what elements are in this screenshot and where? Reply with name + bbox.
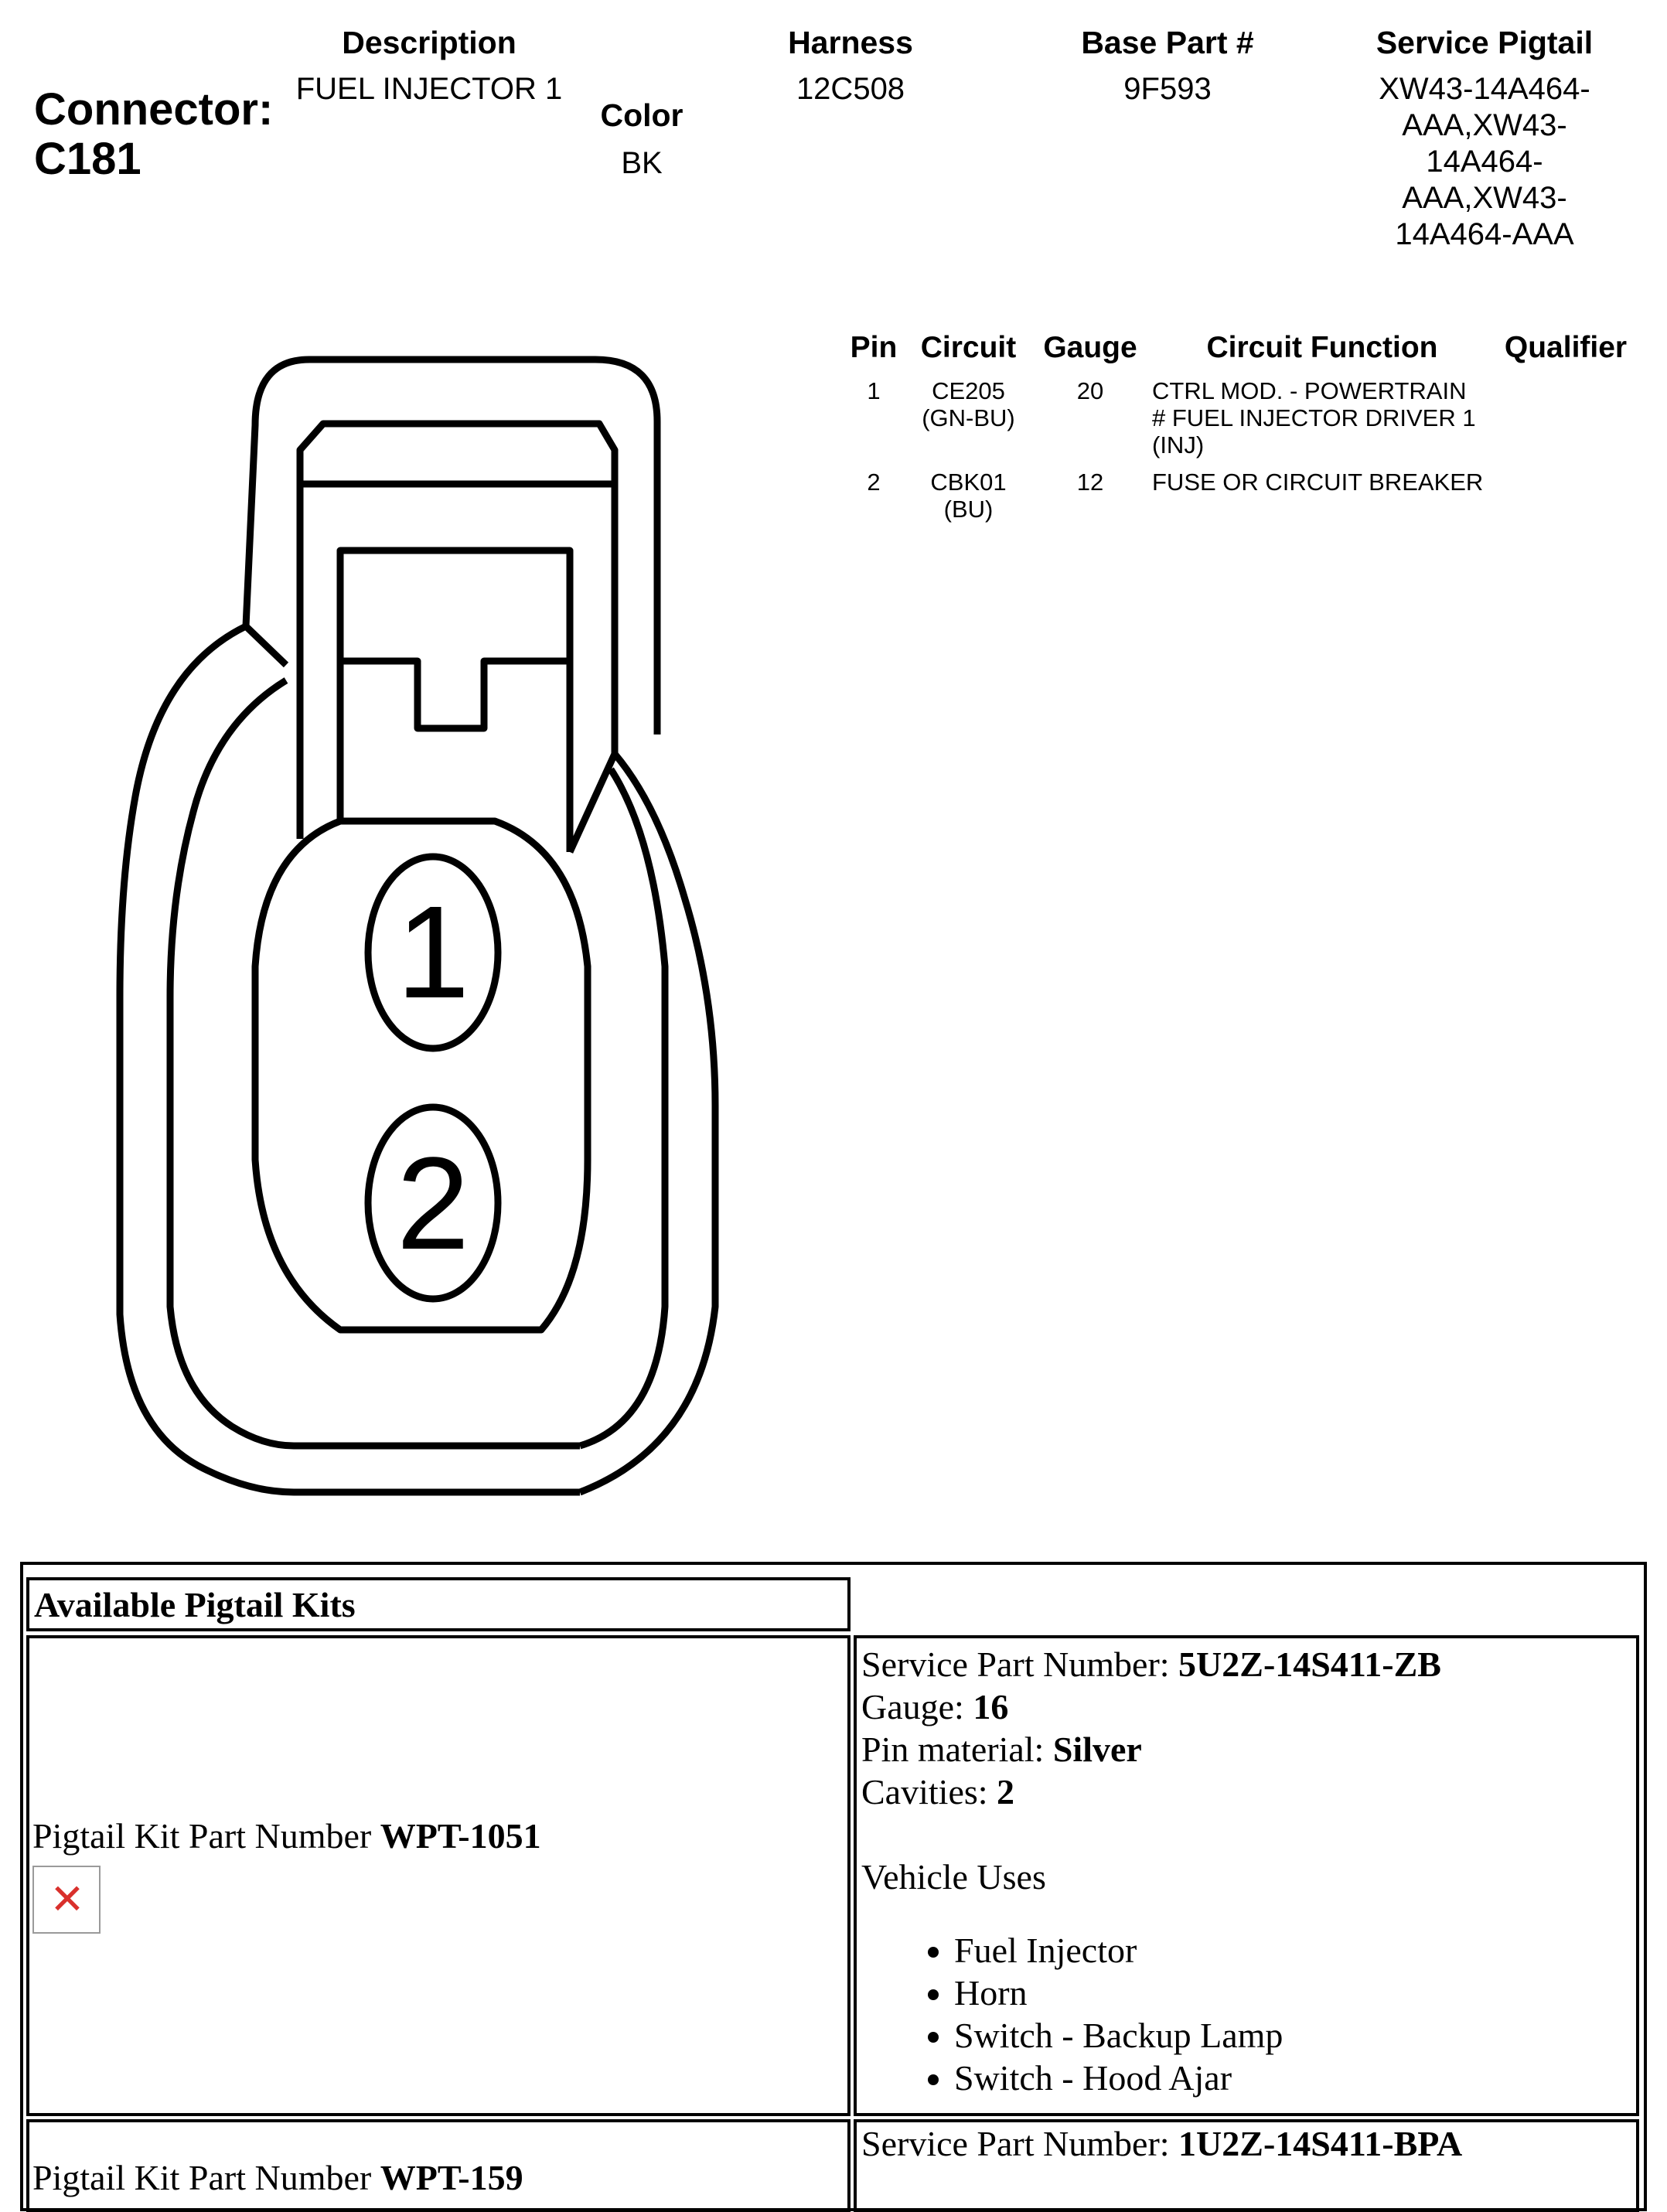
- broken-image-icon: [32, 1866, 101, 1934]
- circuit-cell: [905, 469, 1032, 523]
- circuit-function-cell: [1152, 377, 1492, 458]
- pin-material-line: Pin material: Silver: [861, 1730, 1142, 1769]
- list-item: • Horn: [954, 1972, 1631, 2014]
- base-part-value: 9F593: [1123, 72, 1212, 106]
- color-value: BK: [621, 146, 663, 180]
- harness-label: Harness: [788, 25, 913, 60]
- service-pigtail-label: Service Pigtail: [1376, 25, 1594, 60]
- circuit-cell: [905, 377, 1032, 431]
- list-item: • Switch - Backup Lamp: [954, 2014, 1631, 2057]
- function-line: FUSE OR CIRCUIT BREAKER: [1152, 469, 1484, 496]
- kit-label: Pigtail Kit Part Number: [32, 1816, 380, 1856]
- pin-header: Pin: [850, 331, 898, 364]
- function-line: # FUEL INJECTOR DRIVER 1: [1152, 404, 1476, 431]
- description-label: Description: [342, 25, 516, 60]
- circuit-header: Circuit: [920, 331, 1017, 364]
- service-pigtail-line: AAA,XW43-: [1402, 108, 1567, 142]
- function-line: (INJ): [1152, 431, 1205, 458]
- service-part-number-line: Service Part Number: 1U2Z-14S411-BPA: [861, 2124, 1463, 2163]
- latch-block: [340, 550, 570, 852]
- body-right-inner: [580, 769, 665, 1446]
- kit-label: Pigtail Kit Part Number: [32, 2158, 380, 2197]
- pin-cell: 2: [867, 469, 881, 496]
- circuit-function-cell: [1152, 469, 1492, 496]
- base-part-label: Base Part #: [1081, 25, 1254, 60]
- circuit-line: (BU): [943, 496, 994, 523]
- function-line: CTRL MOD. - POWERTRAIN: [1152, 377, 1467, 404]
- kit-1-part-number: [32, 1815, 541, 1857]
- pin-2-label: 2: [396, 1130, 470, 1277]
- pin-cell: 1: [867, 377, 881, 404]
- left-hood-join: [246, 626, 286, 665]
- kits-title-cell: [26, 1577, 851, 1631]
- circuit-line: (GN-BU): [922, 404, 1015, 431]
- list-item: • Fuel Injector: [954, 1929, 1631, 1972]
- kit-2-left-cell: [26, 2119, 851, 2212]
- kit-number: WPT-1051: [380, 1816, 541, 1856]
- gauge-header: Gauge: [1043, 331, 1137, 364]
- vehicle-uses-heading: Vehicle Uses: [861, 1857, 1046, 1897]
- kits-title: Available Pigtail Kits: [34, 1585, 356, 1624]
- service-pigtail-line: 14A464-AAA: [1395, 217, 1574, 251]
- gauge-cell: 20: [1076, 377, 1104, 404]
- kit-1-details-cell: [854, 1635, 1639, 2116]
- service-pigtail-line: AAA,XW43-: [1402, 181, 1567, 215]
- kit-2-part-number: [32, 2156, 523, 2199]
- cavities-line: Cavities: 2: [861, 1772, 1015, 1812]
- harness-value: 12C508: [796, 72, 905, 106]
- service-pigtail-line: 14A464-: [1426, 145, 1543, 179]
- description-value: FUEL INJECTOR 1: [295, 72, 563, 106]
- list-item: • Switch - Hood Ajar: [954, 2057, 1631, 2099]
- gauge-cell: 12: [1076, 469, 1104, 496]
- vehicle-uses-list: [861, 1929, 1631, 2099]
- kit-1-details: [861, 1643, 1631, 2099]
- kit-1-left-cell: [26, 1635, 851, 2116]
- gauge-line: Gauge: 16: [861, 1687, 1009, 1726]
- pin-1-label: 1: [396, 879, 470, 1026]
- color-label: Color: [600, 97, 684, 133]
- qualifier-header: Qualifier: [1504, 331, 1628, 364]
- connector-id: C181: [34, 134, 141, 184]
- kit-2-details-cell: [854, 2119, 1639, 2212]
- latch-key: [340, 661, 570, 728]
- service-pigtail-value: [1314, 71, 1655, 253]
- circuit-function-header: Circuit Function: [1206, 331, 1438, 364]
- kit-number: WPT-159: [380, 2158, 523, 2197]
- connector-label: Connector:: [34, 84, 274, 135]
- broken-image-x-icon: ✕: [49, 1875, 85, 1924]
- service-pigtail-line: XW43-14A464-: [1379, 72, 1590, 106]
- service-part-number-line: Service Part Number: 5U2Z-14S411-ZB: [861, 1645, 1441, 1684]
- body-right-notch: [570, 754, 615, 852]
- circuit-line: CE205: [932, 377, 1005, 404]
- body-left-outer: [120, 626, 580, 1492]
- connector-face-diagram: [0, 0, 773, 1546]
- circuit-line: CBK01: [930, 469, 1007, 496]
